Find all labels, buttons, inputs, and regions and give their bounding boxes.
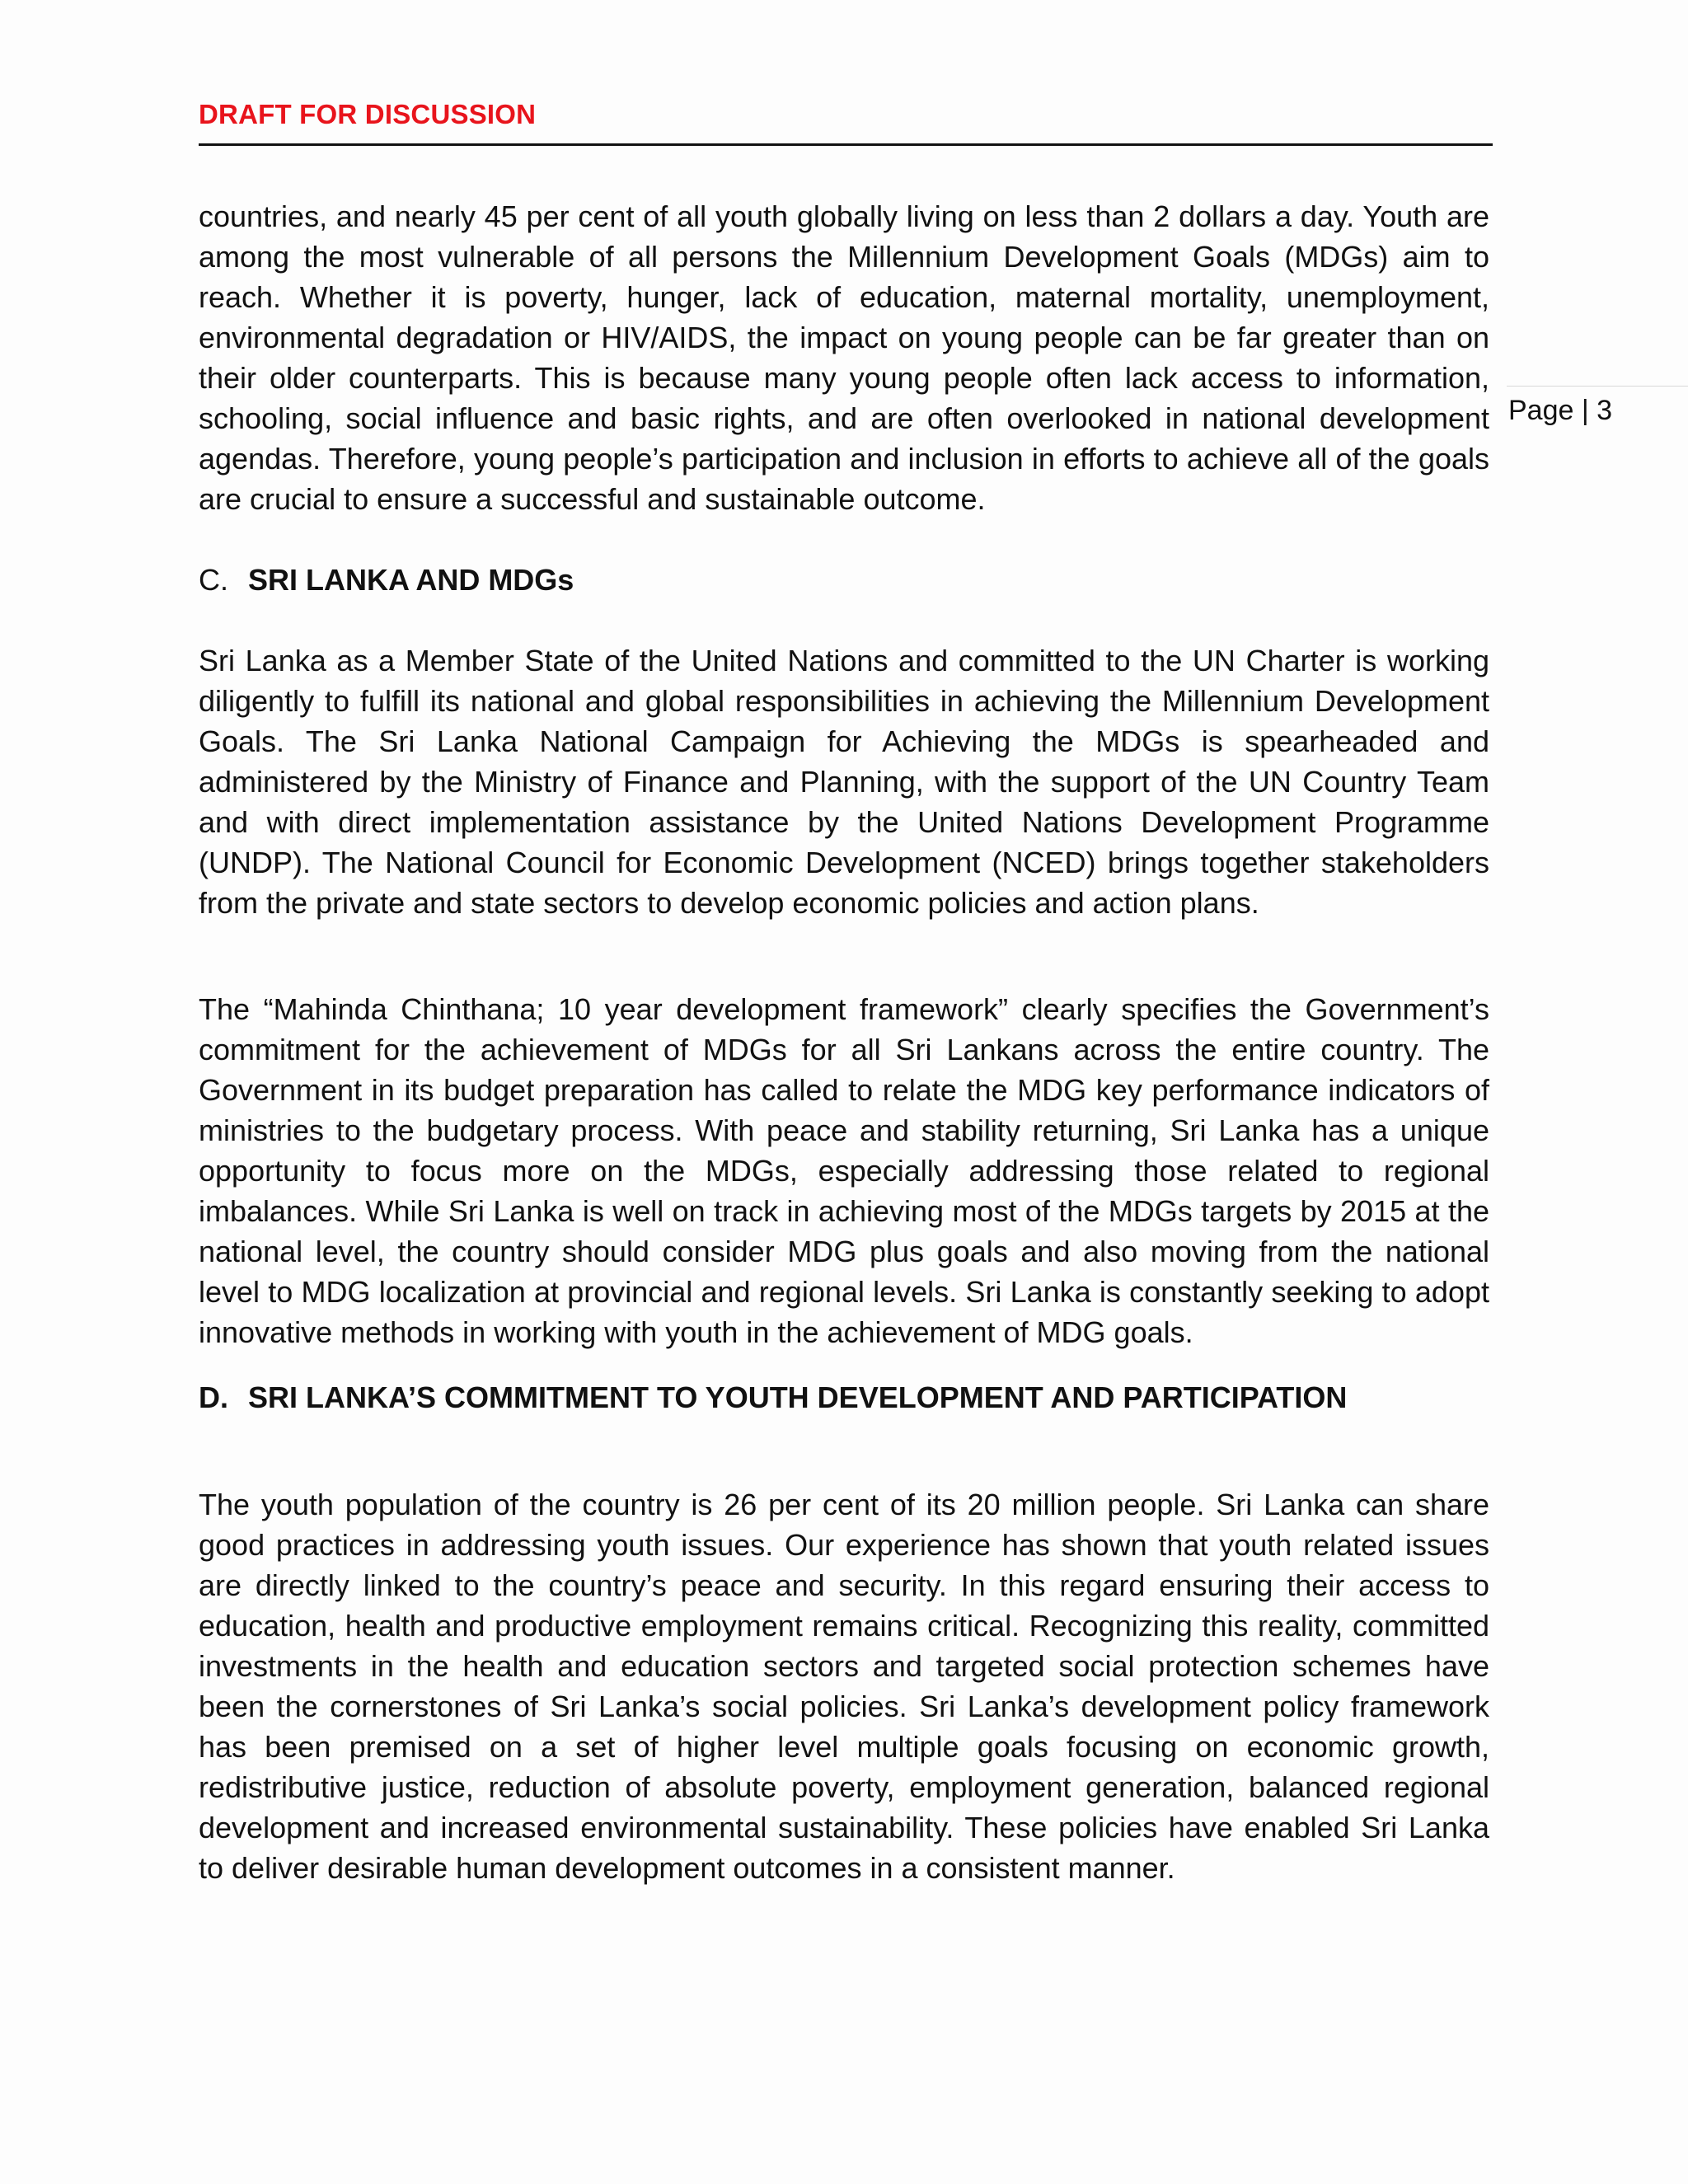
paragraph-mahinda-chinthana: The “Mahinda Chinthana; 10 year development framework” clearly specifies the Government’s commitment for the achievement of MDGs for all Sri Lankans across the entire country. The Government in its budget preparation has called to relate the MDG key performance indicators of ministries to the budgetary process. With peace and stability returning, Sri Lanka has a unique opportunity to focus more on the MDGs, especially addressing those related to regional imbalances. While Sri Lanka is well on track in achieving most of the MDGs targets by 2015 at the national level, the country should consider MDG plus goals and also moving from the national level to MDG localization at provincial and regional levels. Sri Lanka is constantly seeking to adopt innovative methods in working with youth in the achievement of MDG goals. <box>199 992 1489 1349</box>
page-header <box>199 97 1493 146</box>
draft-label: DRAFT FOR DISCUSSION <box>199 99 537 129</box>
section-number: C. <box>199 563 228 597</box>
section-title: SRI LANKA’S COMMITMENT TO YOUTH DEVELOPMENT AND PARTICIPATION <box>248 1380 1348 1414</box>
paragraph-sri-lanka-un: Sri Lanka as a Member State of the United Nations and committed to the UN Charter is working diligently to fulfill its national and global responsibilities in achieving the Millennium Development Goals. The Sri Lanka National Campaign for Achieving the MDGs is spearheaded and administered by the Ministry of Finance and Planning, with the support of the UN Country Team and with direct implementation assistance by the United Nations Development Programme (UNDP). The National Council for Economic Development (NCED) brings together stakeholders from the private and state sectors to develop economic policies and action plans. <box>199 644 1489 920</box>
section-title: SRI LANKA AND MDGs <box>248 563 574 597</box>
section-heading-d <box>199 1377 1489 1418</box>
section-number: D. <box>199 1380 228 1414</box>
paragraph-youth-mdgs: countries, and nearly 45 per cent of all youth globally living on less than 2 dollars a day. Youth are among the most vulnerable of all persons the Millennium Development Goals (MDGs) aim to reach. Whether it is poverty, hunger, lack of education, maternal mortality, unemployment, environmental degradation or HIV/AIDS, the impact on young people can be far greater than on their older counterparts. This is because many young people often lack access to information, schooling, social influence and basic rights, and are often overlooked in national development agendas. Therefore, young people’s participation and inclusion in efforts to achieve all of the goals are crucial to ensure a successful and sustainable outcome. <box>199 199 1489 516</box>
page-number: Page | 3 <box>1508 395 1613 426</box>
paragraph-youth-population: The youth population of the country is 26 per cent of its 20 million people. Sri Lanka can share good practices in addressing youth issues. Our experience has shown that youth related issues are directly linked to the country’s peace and security. In this regard ensuring their access to education, health and productive employment remains critical. Recognizing this reality, committed investments in the health and education sectors and targeted social protection schemes have been the cornerstones of Sri Lanka’s social policies. Sri Lanka’s development policy framework has been premised on a set of higher level multiple goals focusing on economic growth, redistributive justice, reduction of absolute poverty, employment generation, balanced regional development and increased environmental sustainability. These policies have enabled Sri Lanka to deliver desirable human development outcomes in a consistent manner. <box>199 1488 1489 1885</box>
document-body <box>199 196 1489 1888</box>
section-heading-c <box>199 560 1489 600</box>
page-number-block <box>1507 386 1688 427</box>
